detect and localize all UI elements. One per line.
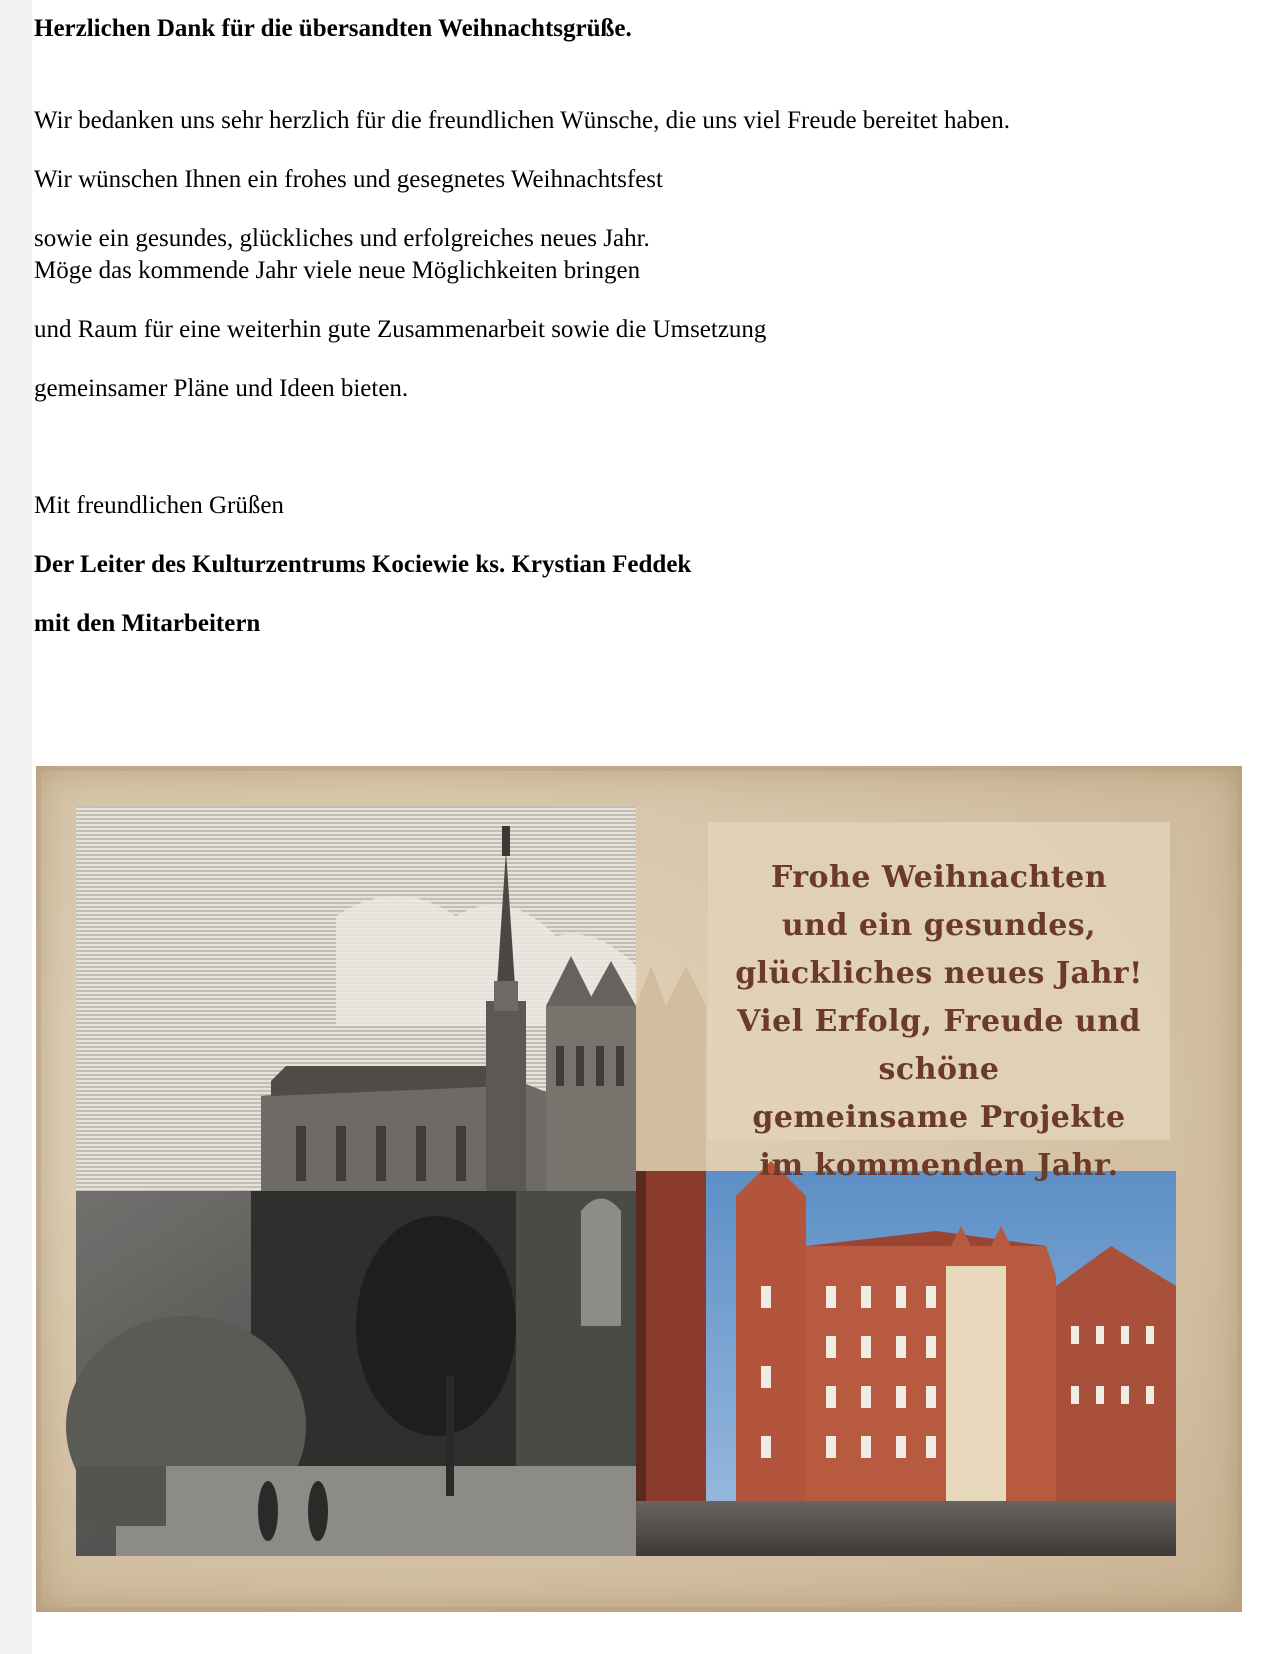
email-paragraph: Wir bedanken uns sehr herzlich für die freundlichen Wünsche, die uns viel Freude bereitet haben. [34, 107, 1010, 134]
email-paragraph: sowie ein gesundes, glückliches und erfolgreiches neues Jahr. [34, 225, 650, 252]
christmas-card-image [36, 766, 1242, 1612]
photo-old-church [66, 1191, 636, 1556]
greeting-line: glückliches neues Jahr! [735, 956, 1143, 991]
greeting-line: und ein gesundes, [781, 908, 1097, 943]
email-paragraph: und Raum für eine weiterhin gute Zusammenarbeit sowie die Umsetzung [34, 316, 767, 343]
greeting-line: im kommenden Jahr. [759, 1148, 1119, 1183]
greeting-line: Frohe Weihnachten [770, 860, 1108, 895]
engraving-church [76, 806, 636, 1191]
greeting-line: gemeinsame Projekte [752, 1100, 1126, 1135]
email-signature-team: mit den Mitarbeitern [34, 610, 261, 637]
email-closing: Mit freundlichen Grüßen [34, 492, 284, 519]
faded-tower [636, 966, 706, 1191]
email-paragraph: gemeinsamer Pläne und Ideen bieten. [34, 375, 409, 402]
email-heading: Herzlichen Dank für die übersandten Weihnachtsgrüße. [34, 15, 632, 42]
card-greeting [708, 854, 1170, 1190]
greeting-line: Viel Erfolg, Freude und schöne [736, 1004, 1141, 1087]
email-signature: Der Leiter des Kulturzentrums Kociewie ks. Krystian Feddek [34, 551, 692, 578]
email-paragraph: Wir wünschen Ihnen ein frohes und gesegnetes Weihnachtsfest [34, 166, 663, 193]
email-paragraph: Möge das kommende Jahr viele neue Möglichkeiten bringen [34, 257, 641, 284]
photo-new-building [636, 1161, 1176, 1556]
left-gutter [0, 0, 32, 1654]
